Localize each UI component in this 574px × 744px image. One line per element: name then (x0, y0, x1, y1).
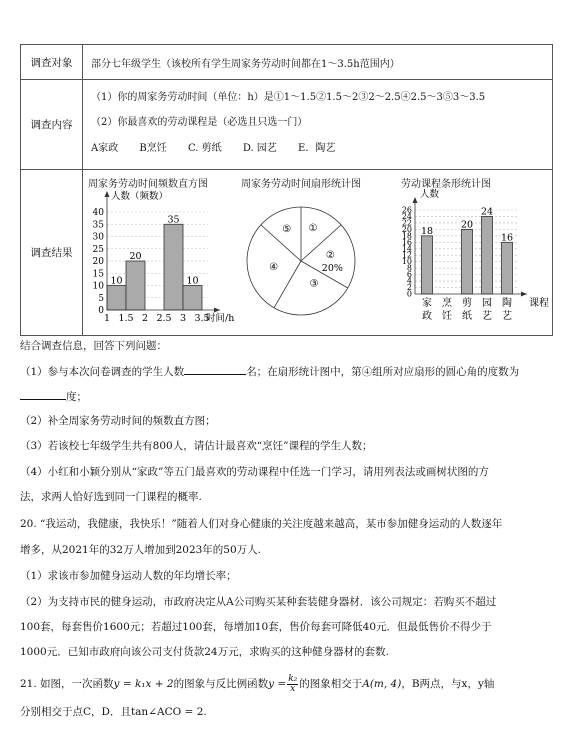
histogram-y-arrow (105, 191, 110, 197)
bar-y-tick-label: 24 (401, 211, 412, 221)
histogram-bar-label: 10 (110, 275, 123, 287)
bar-rect (502, 242, 513, 294)
bar-y-tick-label: 2 (406, 283, 412, 293)
bar-category-label: 陶 (502, 298, 512, 309)
histogram-y-tick-label: 35 (92, 220, 104, 231)
question-2: （2）你最喜欢的劳动课程是（必选且只选一门） (91, 117, 308, 128)
bar-x-label: 课程 (529, 298, 549, 309)
histogram-x-arrow (214, 308, 220, 313)
p20-line-2: 增多，从2021年的32万人增加到2023年的50万人. (20, 544, 262, 556)
p21-text-2: 的图象与反比例函数 (173, 678, 269, 690)
bar-y-tick-label: 26 (401, 205, 412, 215)
p20-q1-line: （1）求该市参加健身运动人数的年均增长率； (20, 570, 237, 582)
q2-line: （2）补全周家务劳动时间的频数直方图； (20, 415, 216, 427)
histogram-x-label: 时间/h (206, 313, 235, 324)
question-1: （1）你的周家务劳动时间（单位：h）是①1～1.5②1.5～2③2～2.5④2.5～3⑤3～3.5 (91, 92, 486, 103)
histogram-bar (164, 224, 183, 310)
bar-y-label: 人数 (420, 189, 440, 200)
p21-fraction-numerator: k₂ (288, 673, 298, 684)
bar-y-tick-label: 8 (406, 263, 412, 273)
q1-part-a: （1）参与本次问卷调查的学生人数 (20, 366, 185, 378)
q1-part-b: 名；在扇形统计图中，第④组所对应扇形的圆心角的度数为 (246, 366, 520, 378)
answer-blank[interactable] (184, 364, 246, 375)
bar-y-tick-label: 16 (401, 237, 412, 247)
row-label-subject: 调查对象 (21, 45, 83, 80)
histogram-bar-label: 20 (129, 251, 142, 262)
subject-text: 部分七年级学生（该校所有学生周家务劳动时间都在1～3.5h范围内） (91, 59, 400, 70)
bar-y-tick-label: 4 (406, 276, 412, 286)
q4-line-1: （4）小红和小颖分别从“家政”等五门最喜欢的劳动课程中任选一门学习，请用列表法或画树状图的方 (20, 466, 489, 478)
bar-title: 劳动课程条形统计图 (401, 179, 491, 190)
histogram-bar (126, 261, 145, 310)
p21-fraction (287, 675, 298, 694)
p21-line-1 (20, 672, 494, 696)
histogram-y-tick-label: 30 (92, 232, 104, 243)
q1-line (20, 364, 519, 379)
bar-rect (462, 229, 473, 294)
pie-slice-value: 20% (321, 262, 343, 274)
bar-y-tick-label: 20 (401, 224, 412, 234)
intro-line: 结合调查信息，回答下列问题： (20, 340, 167, 352)
p21-formula-inverse: y = (268, 678, 287, 690)
option-a: A家政 (91, 143, 119, 154)
histogram-bar (107, 286, 126, 311)
bar-y-tick-label: 0 (406, 289, 412, 299)
histogram-title: 周家务劳动时间频数直方图 (88, 179, 208, 190)
bar-category-label: 饪 (442, 311, 452, 322)
p21-fraction-denominator: x (290, 683, 296, 694)
histogram-x-tick-label: 2.5 (156, 313, 172, 324)
pie-title: 周家务劳动时间扇形统计图 (241, 179, 361, 190)
bar-category-label: 剪 (462, 298, 472, 309)
q1-part-c: 度； (66, 391, 87, 403)
bar-x-arrow (521, 292, 527, 297)
pie-slice-label: ⑤ (282, 224, 292, 236)
bar-rect (422, 236, 433, 294)
histogram-bar-label: 35 (167, 214, 180, 226)
histogram-y-tick-label: 20 (92, 257, 104, 267)
histogram-y-tick-label: 15 (92, 269, 104, 280)
option-d: D. 园艺 (242, 143, 277, 154)
histogram-y-tick-label: 25 (92, 244, 104, 255)
p21-text-4: ，B两点，与x，y轴 (401, 678, 495, 690)
bar-value-label: 20 (460, 219, 474, 231)
p20-q2-line-3: 1000元．已知市政府向该公司支付货款24万元，求购买的这种健身器材的套数. (20, 646, 389, 658)
bar-y-tick-label: 12 (401, 250, 412, 260)
p21-text-1: 21. 如图，一次函数 (20, 678, 114, 690)
histogram-y-tick-label: 0 (98, 306, 104, 316)
bar-category-label: 艺 (502, 311, 512, 322)
bar-category-label: 政 (422, 311, 432, 322)
p21-text-3: 的图象相交于 (299, 678, 363, 690)
bar-y-tick-label: 10 (401, 257, 412, 267)
bar-value-label: 24 (480, 206, 494, 218)
option-c: C. 剪纸 (187, 143, 222, 154)
bar-y-tick-label: 18 (401, 231, 412, 241)
p21-line-2: 分别相交于点C，D．且tan∠ACO = 2. (20, 706, 207, 718)
histogram-x-tick-label: 1 (103, 313, 111, 324)
bar-y-tick-label: 14 (401, 244, 412, 254)
bar-rect (482, 216, 493, 294)
bar-category-label: 烹 (442, 298, 452, 309)
bar-category-label: 艺 (482, 311, 492, 322)
bar-y-tick-label: 6 (406, 270, 412, 280)
histogram-y-tick-label: 5 (98, 293, 104, 304)
course-options (91, 139, 353, 154)
histogram-x-tick-label: 1.5 (118, 313, 134, 324)
histogram-x-tick-label: 3 (179, 313, 187, 324)
p20-q2-line-1: （2）为支持市民的健身运动，市政府决定从A公司购买某种套装健身器材．该公司规定：若购买不超过 (20, 596, 497, 608)
row-label-results: 调查结果 (21, 170, 83, 336)
pie-slice-label: ④ (269, 261, 279, 273)
bar-y-tick-label: 22 (401, 218, 412, 228)
pie-slice-label: ② (325, 249, 335, 261)
histogram-y-tick-label: 40 (92, 208, 104, 218)
histogram-bar-label: 10 (186, 275, 199, 287)
q4-line-2: 法，求两人恰好选到同一门课程的概率. (20, 491, 202, 503)
pie-slice-label: ① (308, 223, 318, 235)
q3-line: （3）若该校七年级学生共有800人，请估计最喜欢“烹饪”课程的学生人数； (20, 440, 373, 452)
p20-q2-line-2: 100套，每套售价1600元；若超过100套，每增加10套，售价每套可降低40元．但最低售价不得少于 (20, 621, 492, 633)
histogram-bar (183, 286, 202, 311)
answer-blank[interactable] (20, 389, 66, 400)
results-charts (83, 170, 549, 336)
bar-category-label: 园 (482, 298, 492, 309)
bar-value-label: 18 (420, 225, 434, 237)
histogram-y-label: 人数（频数） (111, 191, 169, 202)
bar-category-label: 家 (422, 298, 432, 309)
p21-point-a: A(m, 4) (362, 678, 402, 690)
pie-slice-label: ③ (309, 278, 319, 290)
q1-cont-line (20, 389, 87, 404)
bar-value-label: 16 (500, 232, 514, 244)
p21-formula-linear: y = k₁x + 2 (113, 678, 174, 690)
histogram-y-tick-label: 10 (92, 281, 104, 292)
p20-line-1: 20. “我运动，我健康，我快乐！”随着人们对身心健康的关注度越来越高，某市参加健身运动的人数逐年 (20, 518, 503, 530)
histogram-x-tick-label: 2 (141, 313, 149, 324)
row-label-content: 调查内容 (21, 80, 83, 170)
option-e: E．陶艺 (298, 143, 336, 154)
bar-y-arrow (413, 197, 418, 203)
survey-table (20, 44, 553, 336)
histogram-x-tick-label: 3.5 (194, 313, 210, 324)
option-b: B烹饪 (139, 143, 167, 154)
bar-category-label: 纸 (462, 311, 472, 322)
